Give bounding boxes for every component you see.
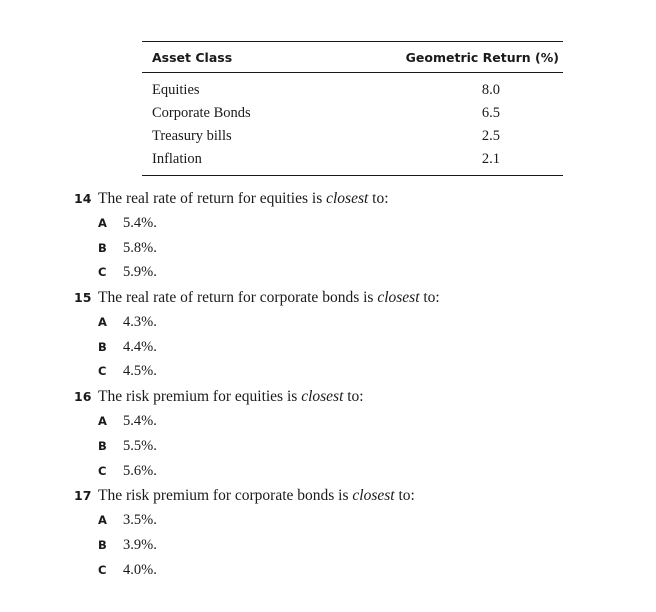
option-letter: B (98, 339, 107, 354)
question-stem (74, 384, 634, 409)
question-text-start: The real rate of return for corporate bonds is (98, 289, 378, 307)
option-letter: C (98, 364, 107, 379)
answer-option-c[interactable] (74, 558, 634, 583)
option-text: 3.5%. (123, 512, 157, 529)
option-text: 5.9%. (123, 264, 157, 281)
question-text-start: The risk premium for equities is (98, 388, 302, 406)
question-17 (74, 483, 634, 582)
asset-name: Treasury bills (152, 128, 232, 144)
question-number: 14 (74, 191, 92, 206)
option-text: 5.6%. (123, 462, 157, 479)
table-row (142, 148, 563, 176)
question-14 (74, 186, 634, 285)
option-letter: C (98, 463, 107, 478)
answer-option-a[interactable] (74, 508, 634, 533)
question-number: 17 (74, 488, 92, 504)
question-text (98, 289, 440, 306)
asset-return: 8.0 (481, 82, 500, 98)
question-text (98, 190, 389, 207)
option-text: 4.3%. (123, 314, 157, 331)
option-letter: A (98, 414, 107, 429)
option-letter: B (98, 438, 107, 453)
question-stem (74, 483, 634, 508)
question-text-start: The real rate of return for equities is (98, 190, 327, 207)
answer-option-b[interactable] (74, 236, 634, 261)
option-text: 3.9%. (123, 536, 157, 553)
answer-option-c[interactable] (74, 459, 634, 484)
option-letter: A (98, 315, 107, 330)
option-text: 5.4%. (123, 413, 157, 430)
returns-table-container (142, 41, 563, 176)
question-16 (74, 384, 634, 483)
option-text: 5.4%. (123, 215, 157, 231)
option-letter: C (98, 265, 107, 280)
option-letter: B (98, 240, 107, 255)
question-emphasis: closest (326, 190, 369, 207)
question-text-start: The risk premium for corporate bonds is (98, 487, 353, 505)
question-emphasis: closest (301, 388, 344, 406)
question-15 (74, 285, 634, 384)
answer-option-a[interactable] (74, 409, 634, 434)
answer-option-b[interactable] (74, 434, 634, 459)
option-text: 4.5%. (123, 363, 157, 380)
option-letter: B (98, 537, 107, 552)
asset-name: Inflation (142, 148, 314, 176)
option-letter: A (98, 216, 107, 230)
answer-option-b[interactable] (74, 533, 634, 558)
question-emphasis: closest (352, 487, 395, 505)
question-stem (74, 186, 634, 211)
asset-name: Equities (152, 82, 200, 98)
option-text: 4.0%. (123, 561, 157, 578)
asset-name: Corporate Bonds (152, 105, 251, 121)
returns-table (142, 41, 563, 176)
question-stem (74, 285, 634, 310)
question-text-end: to: (343, 388, 364, 406)
header-geometric-return: Geometric Return (%) (314, 42, 563, 73)
question-text-end: to: (368, 190, 389, 207)
header-asset-class: Asset Class (142, 42, 314, 73)
answer-option-c[interactable] (74, 359, 634, 384)
answer-option-c[interactable] (74, 260, 634, 285)
table-row (142, 125, 563, 148)
answer-option-a[interactable] (74, 310, 634, 335)
asset-return: 2.1 (314, 148, 563, 176)
table-header-row (142, 42, 563, 73)
answer-option-b[interactable] (74, 335, 634, 360)
question-text (98, 487, 415, 504)
question-emphasis: closest (377, 289, 420, 307)
table-row (142, 73, 563, 103)
question-text (98, 388, 364, 405)
option-letter: C (98, 562, 107, 577)
question-text-end: to: (394, 487, 415, 505)
question-number: 16 (74, 389, 92, 405)
option-letter: A (98, 513, 107, 528)
asset-return: 6.5 (481, 105, 500, 121)
asset-return: 2.5 (481, 128, 500, 144)
table-row (142, 102, 563, 125)
option-text: 5.5%. (123, 437, 157, 454)
option-text: 5.8%. (123, 239, 157, 256)
question-list (74, 186, 634, 582)
question-number: 15 (74, 290, 92, 306)
answer-option-a[interactable] (74, 211, 634, 236)
question-text-end: to: (419, 289, 440, 307)
option-text: 4.4%. (123, 338, 157, 355)
